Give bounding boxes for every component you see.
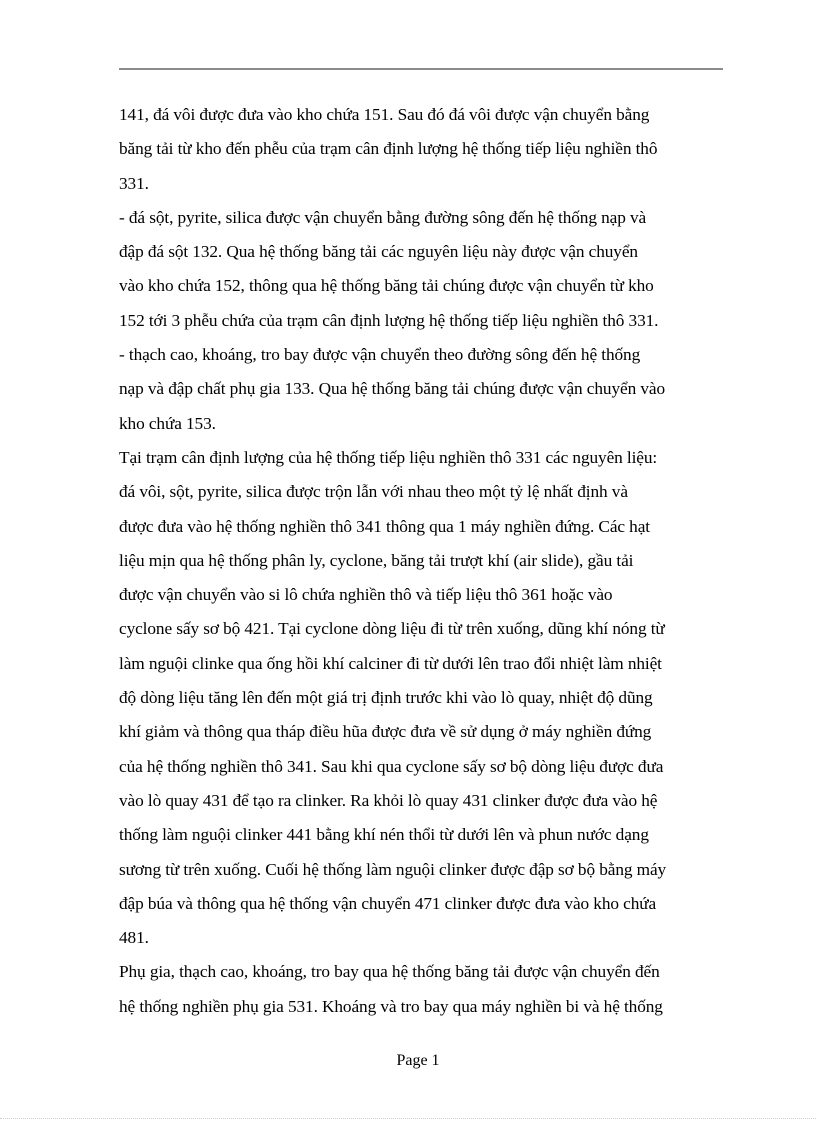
- text-line: 152 tới 3 phễu chứa của trạm cân định lượng hệ thống tiếp liệu nghiền thô 331.: [119, 310, 659, 330]
- text-line: 141, đá vôi được đưa vào kho chứa 151. Sau đó đá vôi được vận chuyển bằng: [119, 105, 650, 124]
- text-line: băng tải từ kho đến phễu của trạm cân định lượng hệ thống tiếp liệu nghiền thô: [119, 139, 658, 159]
- text-line: hệ thống nghiền phụ gia 531. Khoáng và tro bay qua máy nghiền bi và hệ thống: [119, 996, 663, 1016]
- text-line: độ dòng liệu tăng lên đến một giá trị định trước khi vào lò quay, nhiệt độ dũng: [119, 688, 653, 708]
- text-line: - đá sột, pyrite, silica được vận chuyển bằng đường sông đến hệ thống nạp và: [119, 207, 647, 227]
- text-line: kho chứa 153.: [119, 413, 216, 433]
- text-line: liệu mịn qua hệ thống phân ly, cyclone, băng tải trượt khí (air slide), gầu tải: [119, 550, 634, 570]
- text-line: nạp và đập chất phụ gia 133. Qua hệ thống băng tải chúng được vận chuyển vào: [119, 379, 665, 399]
- text-line: vào kho chứa 152, thông qua hệ thống băng tải chúng được vận chuyển từ kho: [119, 276, 654, 296]
- header-rule: [119, 68, 723, 70]
- text-line: của hệ thống nghiền thô 341. Sau khi qua cyclone sấy sơ bộ dòng liệu được đưa: [119, 756, 664, 776]
- text-line: vào lò quay 431 để tạo ra clinker. Ra khỏi lò quay 431 clinker được đưa vào hệ: [119, 790, 658, 810]
- text-line: được vận chuyển vào si lô chứa nghiền thô và tiếp liệu thô 361 hoặc vào: [119, 585, 613, 605]
- text-line: làm nguội clinke qua ống hồi khí calciner đi từ dưới lên trao đổi nhiệt làm nhiệt: [119, 653, 662, 673]
- page-bottom-border: [0, 1118, 816, 1119]
- text-line: được đưa vào hệ thống nghiền thô 341 thông qua 1 máy nghiền đứng. Các hạt: [119, 516, 650, 536]
- text-line: Phụ gia, thạch cao, khoáng, tro bay qua hệ thống băng tải được vận chuyển đến: [119, 962, 660, 982]
- text-line: đập đá sột 132. Qua hệ thống băng tải các nguyên liệu này được vận chuyển: [119, 242, 638, 262]
- text-line: thống làm nguội clinker 441 bằng khí nén thổi từ dưới lên và phun nước dạng: [119, 825, 649, 845]
- text-line: Tại trạm cân định lượng của hệ thống tiếp liệu nghiền thô 331 các nguyên liệu:: [119, 447, 658, 467]
- text-line: khí giảm và thông qua tháp điều hũa được đưa về sử dụng ở máy nghiền đứng: [119, 722, 652, 742]
- text-line: đập búa và thông qua hệ thống vận chuyển 471 clinker được đưa vào kho chứa: [119, 893, 657, 913]
- text-line: cyclone sấy sơ bộ 421. Tại cyclone dòng liệu đi từ trên xuống, dũng khí nóng từ: [119, 619, 665, 639]
- text-line: - thạch cao, khoáng, tro bay được vận chuyển theo đường sông đến hệ thống: [119, 345, 641, 365]
- page-number-footer: Page 1: [396, 1052, 440, 1069]
- text-line: sương từ trên xuống. Cuối hệ thống làm nguội clinker được đập sơ bộ bằng máy: [119, 859, 667, 879]
- text-line: đá vôi, sột, pyrite, silica được trộn lẫn với nhau theo một tỷ lệ nhất định và: [119, 482, 628, 502]
- text-line: 331.: [119, 173, 149, 193]
- text-line: 481.: [119, 928, 149, 948]
- body-text: [119, 98, 729, 1024]
